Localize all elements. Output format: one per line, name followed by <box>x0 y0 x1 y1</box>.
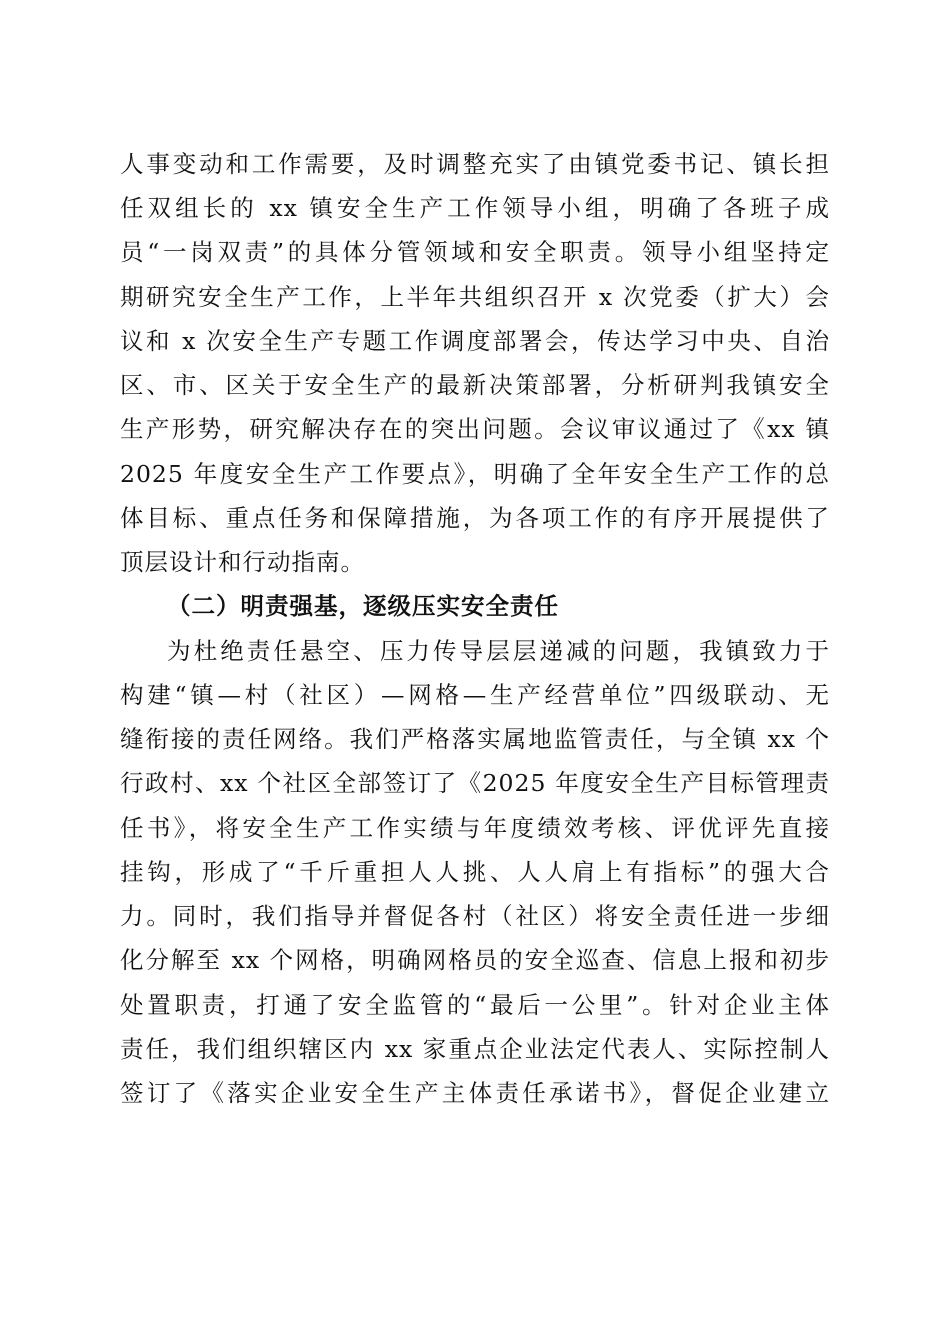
paragraph-2-line-6: 挂钩，形成了“千斤重担人人挑、人人肩上有指标”的强大合 <box>120 858 830 886</box>
paragraph-1-line-2: 任双组长的 xx 镇安全生产工作领导小组，明确了各班子成 <box>120 194 830 222</box>
paragraph-1-line-5: 议和 x 次安全生产专题工作调度部署会，传达学习中央、自治 <box>120 327 830 355</box>
paragraph-1-line-4: 期研究安全生产工作，上半年共组织召开 x 次党委（扩大）会 <box>120 283 830 311</box>
paragraph-1-line-3: 员“一岗双责”的具体分管领域和安全职责。领导小组坚持定 <box>120 238 830 266</box>
paragraph-1-line-10: 顶层设计和行动指南。 <box>120 548 365 576</box>
paragraph-2-line-3: 缝衔接的责任网络。我们严格落实属地监管责任，与全镇 xx 个 <box>120 725 830 753</box>
paragraph-2-line-8: 化分解至 xx 个网格，明确网格员的安全巡查、信息上报和初步 <box>120 946 830 974</box>
section-heading: （二）明责强基，逐级压实安全责任 <box>167 592 559 620</box>
paragraph-1-line-8: 2025 年度安全生产工作要点》，明确了全年安全生产工作的总 <box>120 460 830 488</box>
paragraph-2-line-9: 处置职责，打通了安全监管的“最后一公里”。针对企业主体 <box>120 991 830 1019</box>
paragraph-1-line-7: 生产形势，研究解决存在的突出问题。会议审议通过了《xx 镇 <box>120 415 830 443</box>
paragraph-2-line-10: 责任，我们组织辖区内 xx 家重点企业法定代表人、实际控制人 <box>120 1035 830 1063</box>
paragraph-2-line-7: 力。同时，我们指导并督促各村（社区）将安全责任进一步细 <box>120 902 830 930</box>
paragraph-2-line-2: 构建“镇—村（社区）—网格—生产经营单位”四级联动、无 <box>120 681 830 709</box>
paragraph-2-line-4: 行政村、xx 个社区全部签订了《2025 年度安全生产目标管理责 <box>120 769 830 797</box>
paragraph-2-line-1: 为杜绝责任悬空、压力传导层层递减的问题，我镇致力于 <box>167 637 830 665</box>
paragraph-2-line-5: 任书》，将安全生产工作实绩与年度绩效考核、评优评先直接 <box>120 814 830 842</box>
paragraph-1-line-9: 体目标、重点任务和保障措施，为各项工作的有序开展提供了 <box>120 504 830 532</box>
paragraph-2-line-11: 签订了《落实企业安全生产主体责任承诺书》，督促企业建立 <box>120 1079 830 1107</box>
paragraph-1-line-1: 人事变动和工作需要，及时调整充实了由镇党委书记、镇长担 <box>120 150 830 178</box>
paragraph-1-line-6: 区、市、区关于安全生产的最新决策部署，分析研判我镇安全 <box>120 371 830 399</box>
